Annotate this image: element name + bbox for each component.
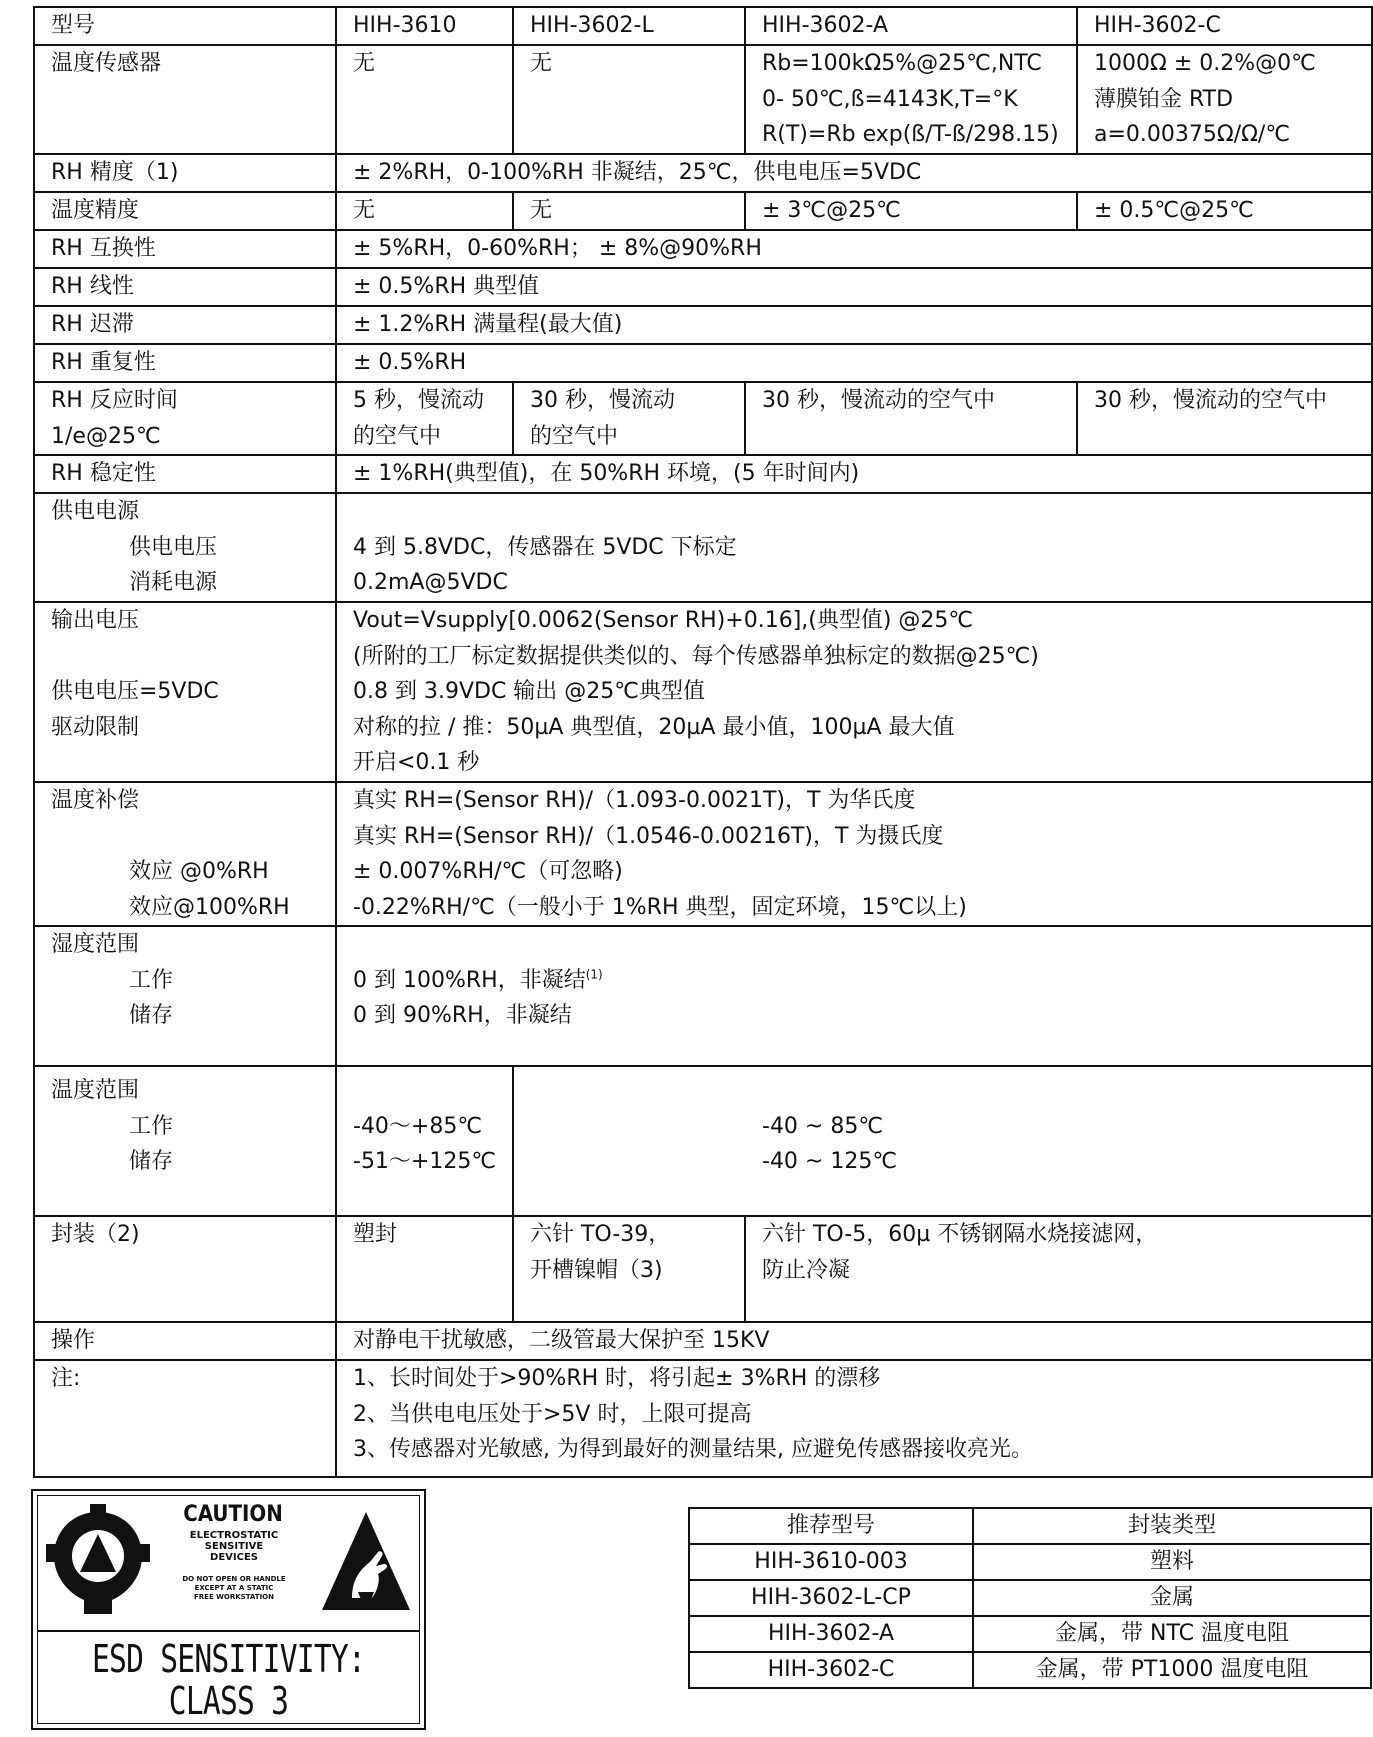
temp-sensor-3610: 无 — [336, 45, 513, 154]
text-line: 驱动限制 — [51, 714, 140, 740]
rec-model: HIH-3602-A — [689, 1616, 973, 1652]
text-line: 1000Ω ± 0.2%@0℃ — [1094, 51, 1316, 76]
text-line: RH 反应时间 — [51, 388, 178, 413]
text-line: -40 ~ 85℃ — [762, 1113, 884, 1139]
table-row-temp-sensor — [34, 45, 1372, 154]
table-row-handling — [34, 1322, 1372, 1360]
table-row-humidity-range — [34, 926, 1372, 1066]
label-rh-stability: RH 稳定性 — [34, 455, 336, 493]
text-line: ESD SENSITIVITY: — [91, 1637, 366, 1681]
package-3602-ac — [745, 1216, 1372, 1322]
rec-model: HIH-3610-003 — [689, 1544, 973, 1580]
rh-accuracy-value: ± 2%RH，0-100%RH 非凝结，25℃，供电电压=5VDC — [336, 154, 1372, 192]
table-row-rh-repeat — [34, 344, 1372, 382]
temp-range-others — [513, 1066, 1372, 1216]
table-row-rh-accuracy — [34, 154, 1372, 192]
temp-accuracy-3602-l: 无 — [513, 192, 745, 230]
spec-table — [33, 6, 1373, 1478]
text-line: SENSITIVE — [204, 1541, 264, 1552]
recommended-models-table — [688, 1507, 1372, 1689]
text-line: 开启<0.1 秒 — [353, 750, 480, 775]
rec-package: 塑料 — [973, 1544, 1371, 1580]
table-row-package — [34, 1216, 1372, 1322]
rec-package: 金属 — [973, 1580, 1371, 1616]
text-line: 开槽镍帽（3) — [530, 1257, 663, 1283]
label-humidity-range — [34, 926, 336, 1066]
table-row-rh-linearity — [34, 268, 1372, 306]
esd-label-divider — [38, 1630, 419, 1632]
text-line — [51, 819, 335, 855]
power-value — [336, 493, 1372, 602]
label-rh-interchange: RH 互换性 — [34, 230, 336, 268]
text-line: 储存 — [129, 1149, 174, 1174]
text-line: 1/e@25℃ — [51, 423, 161, 449]
table-row-power — [34, 493, 1372, 602]
text-line: ELECTROSTATIC — [189, 1530, 279, 1541]
label-power — [34, 493, 336, 602]
text-line: 0.8 到 3.9VDC 输出 @25℃典型值 — [353, 679, 706, 704]
rec-model: HIH-3602-C — [689, 1652, 973, 1688]
text-line — [353, 1073, 512, 1109]
notes-value — [336, 1360, 1372, 1477]
text-line: a=0.00375Ω/Ω/℃ — [1094, 122, 1291, 147]
header-package-type: 封装类型 — [973, 1508, 1371, 1544]
label-rh-linearity: RH 线性 — [34, 268, 336, 306]
text-line: 的空气中 — [353, 423, 442, 449]
temp-sensor-3602-l: 无 — [513, 45, 745, 154]
table-row — [689, 1616, 1371, 1652]
text-line: R(T)=Rb exp(ß/T-ß/298.15) — [762, 122, 1059, 147]
rh-response-3602-l — [513, 382, 745, 455]
text-line — [353, 494, 1371, 530]
text-line: 供电电压 — [129, 534, 218, 560]
text-line: Rb=100kΩ5%@25℃,NTC — [762, 51, 1042, 76]
text-line: 工作 — [129, 967, 174, 993]
text-line: 真实 RH=(Sensor RH)/（1.0546-0.00216T)，T 为摄氏度 — [353, 823, 944, 849]
temp-accuracy-3610: 无 — [336, 192, 513, 230]
text-line: 的空气中 — [530, 423, 619, 449]
table-row — [689, 1580, 1371, 1616]
text-line: 效应@100%RH — [129, 894, 290, 920]
table-row-temp-accuracy — [34, 192, 1372, 230]
rh-response-3602-a: 30 秒，慢流动的空气中 — [745, 382, 1077, 455]
temp-accuracy-3602-c: ± 0.5℃@25℃ — [1077, 192, 1372, 230]
text-line: 0 到 90%RH，非凝结 — [353, 1003, 572, 1028]
temp-comp-value — [336, 782, 1372, 926]
table-row-rh-hysteresis — [34, 306, 1372, 344]
table-row-temp-comp — [34, 782, 1372, 926]
text-line: 六针 TO-5，60µ 不锈钢隔水烧接滤网， — [762, 1222, 1158, 1247]
table-row-rh-interchange — [34, 230, 1372, 268]
rh-hysteresis-value: ± 1.2%RH 满量程(最大值) — [336, 306, 1372, 344]
output-value — [336, 602, 1372, 782]
label-handling: 操作 — [34, 1322, 336, 1360]
model-hih-3602-a: HIH-3602-A — [745, 7, 1077, 45]
rec-package: 金属，带 NTC 温度电阻 — [973, 1616, 1371, 1652]
table-row-rh-response — [34, 382, 1372, 455]
model-hih-3610: HIH-3610 — [336, 7, 513, 45]
label-temp-range — [34, 1066, 336, 1216]
text-line: 4 到 5.8VDC，传感器在 5VDC 下标定 — [353, 534, 737, 560]
text-line: 温度补偿 — [51, 788, 140, 813]
text-line: 效应 @0%RH — [129, 859, 269, 884]
esd-sensitivity-text — [80, 1638, 377, 1722]
text-line: -51～+125℃ — [353, 1149, 497, 1174]
package-3602-l — [513, 1216, 745, 1322]
text-line: FREE WORKSTATION — [194, 1593, 274, 1601]
text-line: 消耗电源 — [129, 570, 218, 595]
label-temp-sensor: 温度传感器 — [34, 45, 336, 154]
text-line: -40 ~ 125℃ — [762, 1149, 898, 1174]
label-notes: 注: — [34, 1360, 336, 1477]
rh-interchange-value: ± 5%RH，0-60%RH； ± 8%@90%RH — [336, 230, 1372, 268]
text-line: 30 秒，慢流动 — [530, 388, 675, 413]
text-line: 0.2mA@5VDC — [353, 570, 508, 595]
humidity-range-value — [336, 926, 1372, 1066]
model-hih-3602-l: HIH-3602-L — [513, 7, 745, 45]
text-line — [51, 639, 335, 675]
text-line: 湿度范围 — [51, 932, 140, 957]
text-line: 供电电压=5VDC — [51, 679, 219, 704]
temp-sensor-3602-a — [745, 45, 1077, 154]
text-line: (所附的工厂标定数据提供类似的、每个传感器单独标定的数据@25℃) — [353, 643, 1039, 669]
rec-model: HIH-3602-L-CP — [689, 1580, 973, 1616]
text-line: DO NOT OPEN OR HANDLE — [182, 1575, 286, 1583]
text-line: 3、传感器对光敏感, 为得到最好的测量结果, 应避免传感器接收亮光。 — [353, 1437, 1033, 1462]
header-recommended-model: 推荐型号 — [689, 1508, 973, 1544]
handling-value: 对静电干扰敏感，二级管最大保护至 15KV — [336, 1322, 1372, 1360]
label-model: 型号 — [34, 7, 336, 45]
text-line: -40～+85℃ — [353, 1113, 483, 1139]
rh-stability-value: ± 1%RH(典型值)，在 50%RH 环境，(5 年时间内) — [336, 455, 1372, 493]
text-line: 储存 — [129, 1003, 174, 1028]
model-hih-3602-c: HIH-3602-C — [1077, 7, 1372, 45]
text-line: 真实 RH=(Sensor RH)/（1.093-0.0021T)，T 为华氏度 — [353, 788, 916, 813]
package-3610: 塑封 — [336, 1216, 513, 1322]
caution-instructions — [156, 1575, 312, 1602]
label-rh-accuracy: RH 精度（1) — [34, 154, 336, 192]
text-line: ± 0.007%RH/℃（可忽略) — [353, 859, 623, 884]
table-row-output — [34, 602, 1372, 782]
temp-range-3610 — [336, 1066, 513, 1216]
text-line: 工作 — [129, 1113, 174, 1139]
table-row-notes — [34, 1360, 1372, 1477]
caution-title: CAUTION — [183, 1502, 283, 1527]
text-line: -0.22%RH/℃（一般小于 1%RH 典型，固定环境，15℃以上) — [353, 894, 967, 920]
rec-package: 金属，带 PT1000 温度电阻 — [973, 1652, 1371, 1688]
label-rh-response — [34, 382, 336, 455]
rh-repeat-value: ± 0.5%RH — [336, 344, 1372, 382]
text-line: EXCEPT AT A STATIC — [194, 1584, 274, 1592]
label-rh-hysteresis: RH 迟滞 — [34, 306, 336, 344]
table-row — [689, 1544, 1371, 1580]
temp-accuracy-3602-a: ± 3℃@25℃ — [745, 192, 1077, 230]
table-row — [689, 1652, 1371, 1688]
caution-subtitle — [156, 1530, 312, 1563]
text-line — [353, 927, 1371, 963]
humidity-op-text: 0 到 100%RH，非凝结 — [353, 967, 586, 993]
text-line: 温度范围 — [51, 1078, 140, 1103]
rh-response-3610 — [336, 382, 513, 455]
text-line: 薄膜铂金 RTD — [1094, 86, 1234, 112]
footnote-ref: (1) — [585, 967, 603, 982]
text-line: 2、当供电电压处于>5V 时，上限可提高 — [353, 1401, 752, 1427]
text-line — [353, 963, 1371, 999]
esd-protective-symbol-icon — [44, 1504, 152, 1622]
table-header-row — [689, 1508, 1371, 1544]
rh-response-3602-c: 30 秒，慢流动的空气中 — [1077, 382, 1372, 455]
text-line: DEVICES — [210, 1552, 258, 1563]
text-line — [762, 1073, 1371, 1109]
label-temp-comp — [34, 782, 336, 926]
text-line: 对称的拉 / 推：50µA 典型值，20µA 最小值，100µA 最大值 — [353, 714, 955, 740]
table-row-model — [34, 7, 1372, 45]
text-line: Vout=Vsupply[0.0062(Sensor RH)+0.16],(典型值) @25℃ — [353, 608, 974, 633]
label-temp-accuracy: 温度精度 — [34, 192, 336, 230]
table-row-rh-stability — [34, 455, 1372, 493]
text-line: 5 秒，慢流动 — [353, 388, 484, 413]
label-rh-repeat: RH 重复性 — [34, 344, 336, 382]
label-output — [34, 602, 336, 782]
esd-caution-label — [31, 1489, 426, 1730]
text-line: 输出电压 — [51, 608, 140, 633]
text-line: CLASS 3 — [168, 1679, 289, 1723]
text-line: 1、长时间处于>90%RH 时，将引起± 3%RH 的漂移 — [353, 1366, 881, 1391]
text-line: 防止冷凝 — [762, 1257, 851, 1283]
temp-sensor-3602-c — [1077, 45, 1372, 154]
text-line: 0- 50℃,ß=4143K,T=°K — [762, 86, 1018, 112]
esd-label-frame — [37, 1495, 420, 1724]
text-line: 六针 TO-39， — [530, 1222, 671, 1247]
esd-warning-triangle-icon — [318, 1508, 414, 1618]
label-package: 封装（2) — [34, 1216, 336, 1322]
table-row-temp-range — [34, 1066, 1372, 1216]
text-line: 供电电源 — [51, 499, 140, 524]
rh-linearity-value: ± 0.5%RH 典型值 — [336, 268, 1372, 306]
